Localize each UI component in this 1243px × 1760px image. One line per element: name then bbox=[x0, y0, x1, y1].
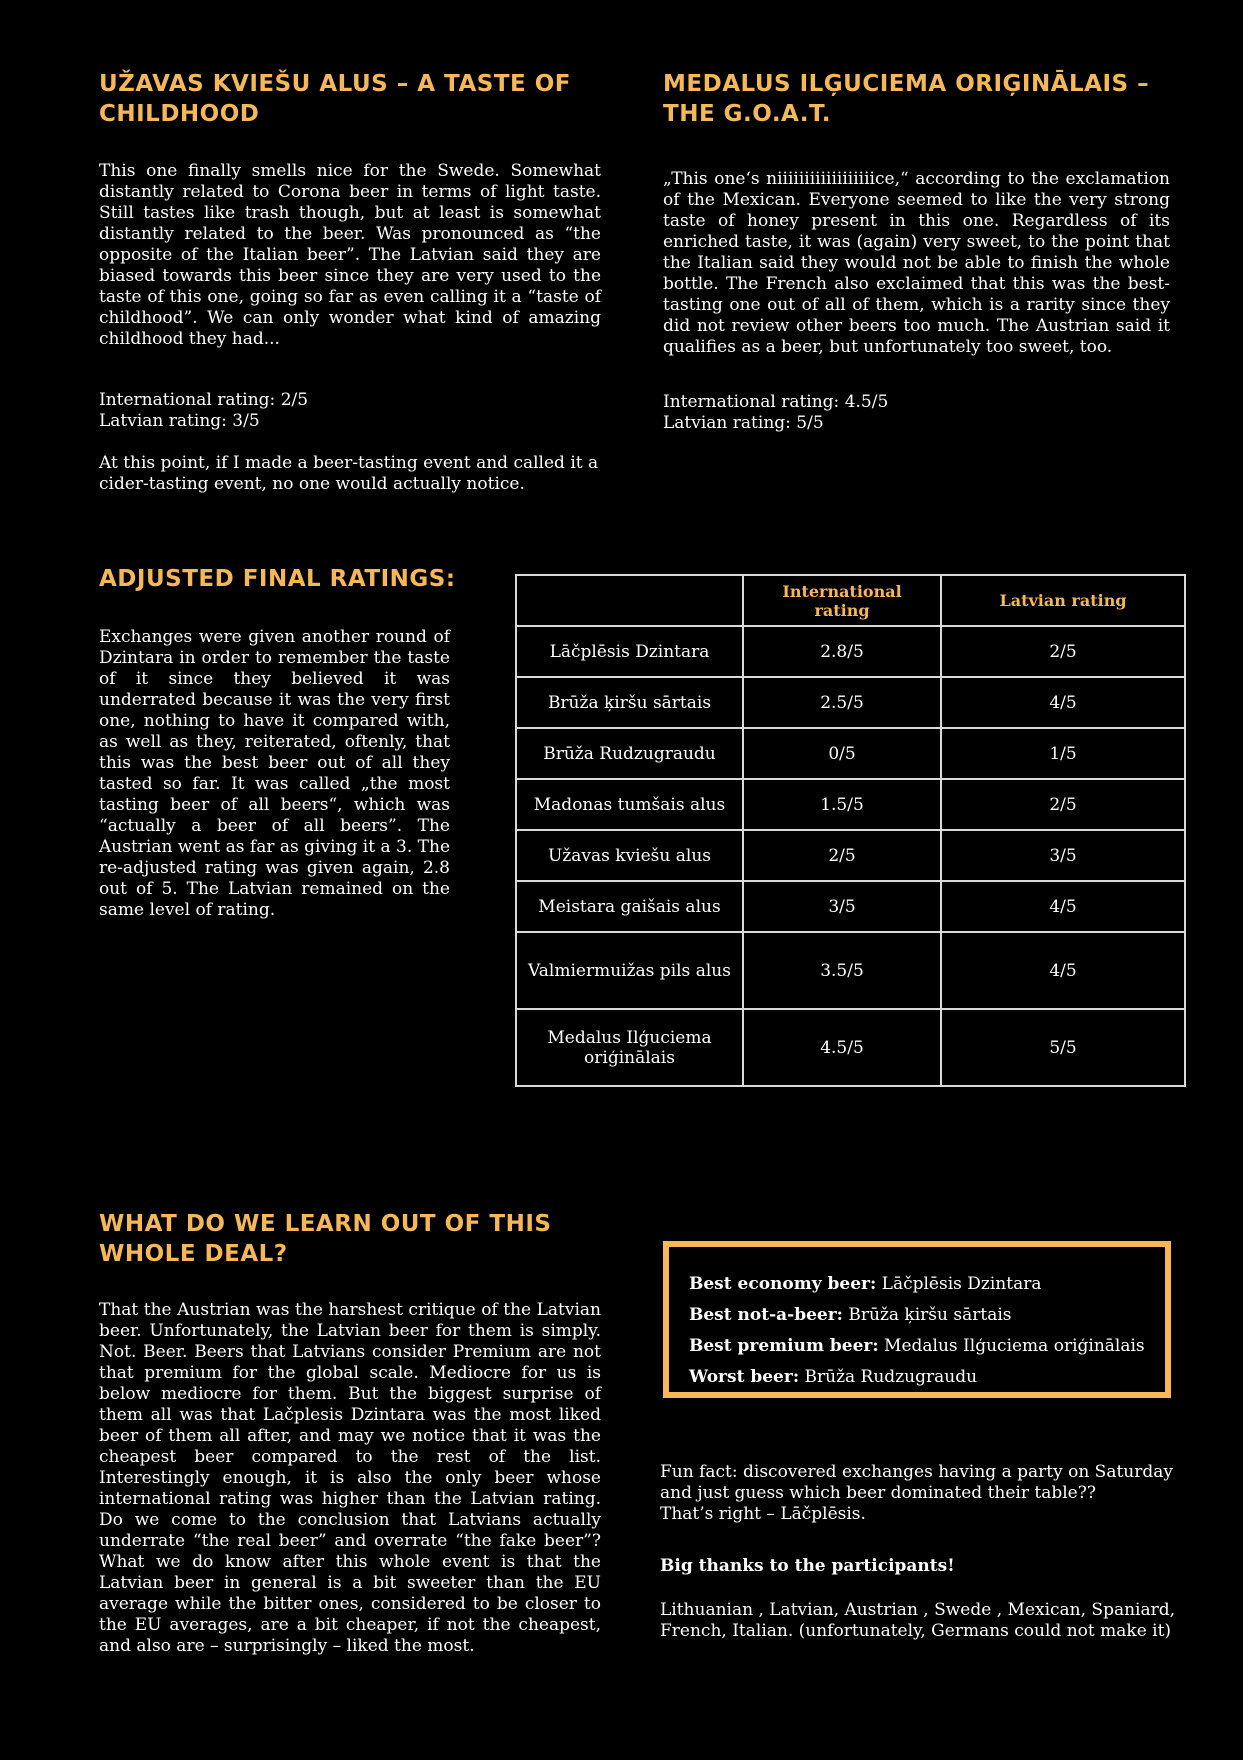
ratings-table-header-row bbox=[516, 575, 1185, 626]
participants-line2: French, Italian. (unfortunately, Germans could not make it) bbox=[660, 1621, 1172, 1641]
table-row bbox=[516, 626, 1185, 677]
latvian-rating-cell: 4/5 bbox=[941, 677, 1185, 728]
beer-name-cell: Madonas tumšais alus bbox=[516, 779, 743, 830]
table-row bbox=[516, 881, 1185, 932]
ratings-header-international: International rating bbox=[743, 575, 941, 626]
best-not-a-beer-line bbox=[689, 1300, 1145, 1331]
best-beers-box bbox=[663, 1241, 1171, 1398]
fun-fact-line3: That’s right – Lāčplēsis. bbox=[660, 1504, 866, 1524]
latvian-rating-cell: 2/5 bbox=[941, 779, 1185, 830]
worst-beer-label: Worst beer: bbox=[689, 1367, 800, 1387]
beer-name-cell: Valmiermuižas pils alus bbox=[516, 932, 743, 1009]
latvian-rating-cell: 1/5 bbox=[941, 728, 1185, 779]
table-row bbox=[516, 728, 1185, 779]
worst-beer-value: Brūža Rudzugraudu bbox=[799, 1367, 978, 1387]
uzavas-heading-line2: CHILDHOOD bbox=[99, 101, 260, 127]
beer-name-cell: Užavas kviešu alus bbox=[516, 830, 743, 881]
medalus-heading-line1: MEDALUS ILĢUCIEMA ORIĢINĀLAIS – bbox=[663, 71, 1150, 97]
medalus-body: „This one‘s niiiiiiiiiiiiiiiiiice,“ according to the exclamation of the Mexican. Everyone seemed to like the very strong taste of honey present in this one. Regardless of its enriched taste, it was (again) very sweet, to the point that the Italian said they would not be able to finish the whole bottle. The French also exclaimed that this was the best-tasting one out of all of them, which is a rarity since they did not review other beers too much. The Austrian said it qualifies as a beer, but unfortunately too sweet, too. bbox=[663, 169, 1170, 357]
medalus-lv-rating: Latvian rating: 5/5 bbox=[663, 413, 824, 433]
participants-line1: Lithuanian , Latvian, Austrian , Swede , Mexican, Spaniard, bbox=[660, 1600, 1176, 1620]
fun-fact-line1: Fun fact: discovered exchanges having a party on Saturday bbox=[660, 1462, 1173, 1482]
table-row bbox=[516, 1009, 1185, 1086]
ratings-table bbox=[515, 574, 1186, 1087]
ratings-header-latvian: Latvian rating bbox=[941, 575, 1185, 626]
international-rating-cell: 1.5/5 bbox=[743, 779, 941, 830]
beer-name-cell: Brūža ķiršu sārtais bbox=[516, 677, 743, 728]
medalus-heading bbox=[663, 69, 1149, 129]
international-rating-cell: 2/5 bbox=[743, 830, 941, 881]
uzavas-body: This one finally smells nice for the Swede. Somewhat distantly related to Corona beer in terms of light taste. Still tastes like trash though, but at least is somewhat distantly related to the beer. Was pronounced as “the opposite of the Italian beer”. The Latvian said they are biased towards this beer since they are very used to the taste of this one, going so far as even calling it a “taste of childhood”. We can only wonder what kind of amazing childhood they had... bbox=[99, 161, 601, 349]
international-rating-cell: 3/5 bbox=[743, 881, 941, 932]
best-economy-label: Best economy beer: bbox=[689, 1274, 877, 1294]
uzavas-intl-rating: International rating: 2/5 bbox=[99, 390, 309, 410]
learn-heading-line2: WHOLE DEAL? bbox=[99, 1241, 288, 1267]
table-row bbox=[516, 830, 1185, 881]
table-row bbox=[516, 779, 1185, 830]
uzavas-heading bbox=[99, 69, 571, 129]
adjusted-heading: ADJUSTED FINAL RATINGS: bbox=[99, 566, 456, 592]
fun-fact-line2: and just guess which beer dominated their table?? bbox=[660, 1483, 1096, 1503]
beer-name-cell: Lāčplēsis Dzintara bbox=[516, 626, 743, 677]
uzavas-heading-line1: UŽAVAS KVIEŠU ALUS – A TASTE OF bbox=[99, 71, 571, 97]
thanks-heading: Big thanks to the participants! bbox=[660, 1556, 955, 1576]
medalus-intl-rating: International rating: 4.5/5 bbox=[663, 392, 889, 412]
international-rating-cell: 4.5/5 bbox=[743, 1009, 941, 1086]
international-rating-cell: 0/5 bbox=[743, 728, 941, 779]
beer-name-cell: Brūža Rudzugraudu bbox=[516, 728, 743, 779]
learn-heading-line1: WHAT DO WE LEARN OUT OF THIS bbox=[99, 1211, 552, 1237]
ratings-header-beer bbox=[516, 575, 743, 626]
best-economy-value: Lāčplēsis Dzintara bbox=[876, 1274, 1042, 1294]
medalus-heading-line2: THE G.O.A.T. bbox=[663, 101, 831, 127]
latvian-rating-cell: 4/5 bbox=[941, 932, 1185, 1009]
best-economy-line bbox=[689, 1269, 1145, 1300]
uzavas-note: At this point, if I made a beer-tasting event and called it a cider-tasting event, no one would actually notice. bbox=[99, 453, 599, 494]
adjusted-body: Exchanges were given another round of Dzintara in order to remember the taste of it since they believed it was underrated because it was the very first one, nothing to have it compared with, as well as they, reiterated, oftenly, that this was the best beer out of all they tasted so far. It was called „the most tasting beer of all beers“, which was “actually a beer of all beers”. The Austrian went as far as giving it a 3. The re-adjusted rating was given again, 2.8 out of 5. The Latvian remained on the same level of rating. bbox=[99, 627, 450, 920]
medalus-ratings bbox=[663, 392, 1170, 434]
best-not-a-beer-label: Best not-a-beer: bbox=[689, 1305, 843, 1325]
latvian-rating-cell: 3/5 bbox=[941, 830, 1185, 881]
table-row bbox=[516, 677, 1185, 728]
international-rating-cell: 3.5/5 bbox=[743, 932, 941, 1009]
learn-heading bbox=[99, 1209, 551, 1269]
uzavas-lv-rating: Latvian rating: 3/5 bbox=[99, 411, 260, 431]
best-premium-line bbox=[689, 1331, 1145, 1362]
best-premium-value: Medalus Ilģuciema oriģinālais bbox=[878, 1336, 1145, 1356]
fun-fact bbox=[660, 1462, 1180, 1525]
table-row bbox=[516, 932, 1185, 1009]
best-not-a-beer-value: Brūža ķiršu sārtais bbox=[842, 1305, 1012, 1325]
international-rating-cell: 2.8/5 bbox=[743, 626, 941, 677]
participants-list bbox=[660, 1600, 1180, 1642]
latvian-rating-cell: 4/5 bbox=[941, 881, 1185, 932]
learn-body: That the Austrian was the harshest critique of the Latvian beer. Unfortunately, the Latvian beer for them is simply. Not. Beer. Beers that Latvians consider Premium are not that premium for the global scale. Mediocre for us is below mediocre for them. But the biggest surprise of them all was that Lačplesis Dzintara was the most liked beer of them all after, and may we notice that it was the cheapest beer compared to the rest of the list. Interestingly enough, it is also the only beer whose international rating was higher than the Latvian rating. Do we come to the conclusion that Latvians actually underrate “the real beer” and overrate “the fake beer”? What we do know after this whole event is that the Latvian beer in general is a bit sweeter than the EU average while the bitter ones, considered to be closer to the EU averages, are a bit cheaper, if not the cheapest, and also are – surprisingly – liked the most. bbox=[99, 1300, 601, 1656]
latvian-rating-cell: 2/5 bbox=[941, 626, 1185, 677]
best-premium-label: Best premium beer: bbox=[689, 1336, 879, 1356]
international-rating-cell: 2.5/5 bbox=[743, 677, 941, 728]
latvian-rating-cell: 5/5 bbox=[941, 1009, 1185, 1086]
worst-beer-line bbox=[689, 1362, 1145, 1393]
beer-name-cell: Meistara gaišais alus bbox=[516, 881, 743, 932]
beer-name-cell: Medalus Ilģuciema oriģinālais bbox=[516, 1009, 743, 1086]
uzavas-ratings bbox=[99, 390, 601, 432]
